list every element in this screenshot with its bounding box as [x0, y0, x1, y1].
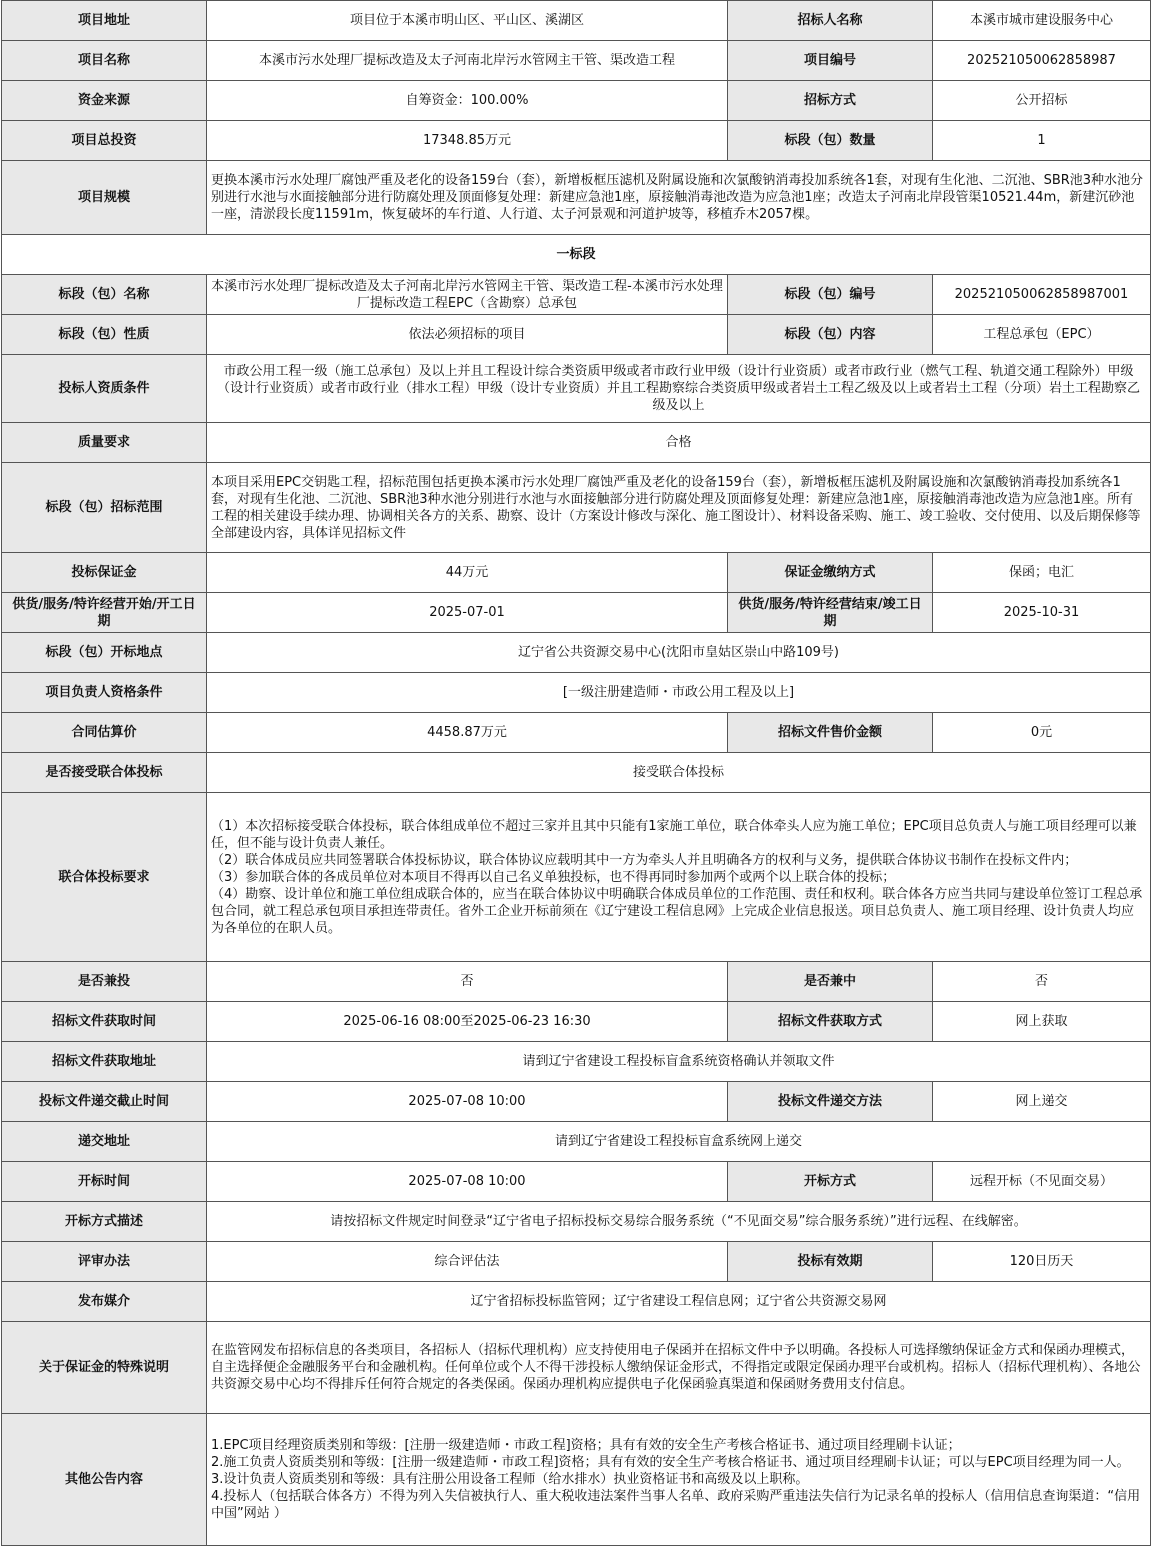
other-value — [207, 1414, 1151, 1546]
row-consortium — [2, 753, 1151, 793]
row-submit-deadline — [2, 1082, 1151, 1122]
section-count-label: 标段（包）数量 — [728, 121, 933, 161]
submit-deadline-label: 投标文件递交截止时间 — [2, 1082, 207, 1122]
contract-price-label: 合同估算价 — [2, 713, 207, 753]
doc-way-label: 招标文件获取方式 — [728, 1002, 933, 1042]
row-investment — [2, 121, 1151, 161]
consortium-req-item: （4）勘察、设计单位和施工单位组成联合体的，应当在联合体协议中明确联合体成员单位的工作范围、责任和权利。联合体各方应当共同与建设单位签订工程总承包合同，就工程总承包项目承担连带责任。省外工企业开标前须在《辽宁建设工程信息网》上完成企业信息报送。项目总负责人、施工项目经理、设计负责人均应为各单位的在职人员。 — [211, 886, 1143, 936]
section-content-label: 标段（包）内容 — [728, 315, 933, 355]
section-count-value: 1 — [933, 121, 1151, 161]
project-address-value: 项目位于本溪市明山区、平山区、溪湖区 — [207, 1, 728, 41]
submit-addr-value: 请到辽宁省建设工程投标盲盒系统网上递交 — [207, 1122, 1151, 1162]
other-item: 1.EPC项目经理资质类别和等级：[注册一级建造师・市政工程]资格；具有有效的安全生产考核合格证书、通过项目经理刷卡认证； — [211, 1438, 961, 1453]
row-section-heading — [2, 235, 1151, 275]
project-scale-value: 更换本溪市污水处理厂腐蚀严重及老化的设备159台（套），新增板框压滤机及附属设施和次氯酸钠消毒投加系统各1套，对现有生化池、二沉池、SBR池3种水池分别进行水池与水面接触部分进行防腐处理及顶面修复处理：新建应急池1座，原接触消毒池改造为应急池1座；改造太子河南北岸段管渠10521.44m，新建沉砂池一座，清淤段长度11591m，恢复破坏的车行道、人行道、太子河景观和河道护坡等，移植乔木2057棵。 — [207, 161, 1151, 235]
validity-label: 投标有效期 — [728, 1242, 933, 1282]
multi-win-label: 是否兼中 — [728, 962, 933, 1002]
row-open-desc — [2, 1202, 1151, 1242]
section-nature-value: 依法必须招标的项目 — [207, 315, 728, 355]
row-qualification — [2, 355, 1151, 423]
doc-price-label: 招标文件售价金额 — [728, 713, 933, 753]
eval-label: 评审办法 — [2, 1242, 207, 1282]
doc-addr-label: 招标文件获取地址 — [2, 1042, 207, 1082]
contract-price-value: 4458.87万元 — [207, 713, 728, 753]
doc-time-label: 招标文件获取时间 — [2, 1002, 207, 1042]
tenderer-value: 本溪市城市建设服务中心 — [933, 1, 1151, 41]
section-code-label: 标段（包）编号 — [728, 275, 933, 315]
tender-method-label: 招标方式 — [728, 81, 933, 121]
consortium-req-value — [207, 793, 1151, 962]
row-multi-bid — [2, 962, 1151, 1002]
consortium-req-item: （3）参加联合体的各成员单位对本项目不得再以自己名义单独投标，也不得再同时参加两个或两个以上联合体的投标； — [211, 869, 896, 885]
deposit-note-value: 在监管网发布招标信息的各类项目，各招标人（招标代理机构）应支持使用电子保函并在招标文件中予以明确。各投标人可选择缴纳保证金方式和保函办理模式，自主选择便企金融服务平台和金融机构。任何单位或个人不得干涉投标人缴纳保证金形式，不得指定或限定保函办理平台或机构。招标人（招标代理机构）、各地公共资源交易中心均不得排斥任何符合规定的各类保函。保函办理机构应提供电子化保函验真渠道和保函财务费用支付信息。 — [207, 1322, 1151, 1414]
tenderer-label: 招标人名称 — [728, 1, 933, 41]
row-manager — [2, 673, 1151, 713]
fund-label: 资金来源 — [2, 81, 207, 121]
row-media — [2, 1282, 1151, 1322]
end-date-value: 2025-10-31 — [933, 593, 1151, 633]
submit-deadline-value: 2025-07-08 10:00 — [207, 1082, 728, 1122]
consortium-label: 是否接受联合体投标 — [2, 753, 207, 793]
row-deposit — [2, 553, 1151, 593]
deposit-method-label: 保证金缴纳方式 — [728, 553, 933, 593]
project-code-label: 项目编号 — [728, 41, 933, 81]
project-address-label: 项目地址 — [2, 1, 207, 41]
row-contract-price — [2, 713, 1151, 753]
validity-value: 120日历天 — [933, 1242, 1151, 1282]
open-place-label: 标段（包）开标地点 — [2, 633, 207, 673]
doc-way-value: 网上获取 — [933, 1002, 1151, 1042]
deposit-method-value: 保函；电汇 — [933, 553, 1151, 593]
doc-price-value: 0元 — [933, 713, 1151, 753]
submit-addr-label: 递交地址 — [2, 1122, 207, 1162]
multi-bid-label: 是否兼投 — [2, 962, 207, 1002]
multi-bid-value: 否 — [207, 962, 728, 1002]
row-consortium-req — [2, 793, 1151, 962]
row-doc-addr — [2, 1042, 1151, 1082]
row-submit-addr — [2, 1122, 1151, 1162]
open-desc-label: 开标方式描述 — [2, 1202, 207, 1242]
row-project-name — [2, 41, 1151, 81]
section-code-value: 202521050062858987001 — [933, 275, 1151, 315]
row-other — [2, 1414, 1151, 1546]
other-item: 3.设计负责人资质类别和等级：具有注册公用设备工程师（给水排水）执业资格证书和高级及以上职称。 — [211, 1472, 809, 1487]
eval-value: 综合评估法 — [207, 1242, 728, 1282]
start-date-value: 2025-07-01 — [207, 593, 728, 633]
section-content-value: 工程总承包（EPC） — [933, 315, 1151, 355]
row-scope — [2, 463, 1151, 553]
row-fund — [2, 81, 1151, 121]
other-item: 4.投标人（包括联合体各方）不得为列入失信被执行人、重大税收违法案件当事人名单、政府采购严重违法失信行为记录名单的投标人（信用信息查询渠道：“信用中国”网站 ） — [211, 1489, 1141, 1521]
quality-label: 质量要求 — [2, 423, 207, 463]
open-time-label: 开标时间 — [2, 1162, 207, 1202]
row-section-name — [2, 275, 1151, 315]
consortium-req-item: （2）联合体成员应共同签署联合体投标协议，联合体协议应载明其中一方为牵头人并且明确各方的权利与义务，提供联合体协议书制作在投标文件内； — [211, 852, 1078, 868]
section-name-value: 本溪市污水处理厂提标改造及太子河南北岸污水管网主干管、渠改造工程-本溪市污水处理厂提标改造工程EPC（含勘察）总承包 — [207, 275, 728, 315]
row-doc-time — [2, 1002, 1151, 1042]
open-place-value: 辽宁省公共资源交易中心(沈阳市皇姑区崇山中路109号) — [207, 633, 1151, 673]
row-scale — [2, 161, 1151, 235]
open-mode-value: 远程开标（不见面交易） — [933, 1162, 1151, 1202]
media-label: 发布媒介 — [2, 1282, 207, 1322]
qualification-label: 投标人资质条件 — [2, 355, 207, 423]
scope-value: 本项目采用EPC交钥匙工程，招标范围包括更换本溪市污水处理厂腐蚀严重及老化的设备159台（套），新增板框压滤机及附属设施和次氯酸钠消毒投加系统各1套，对现有生化池、二沉池、SBR池3种水池分别进行水池与水面接触部分进行防腐处理及顶面修复处理：新建应急池1座，原接触消毒池改造为应急池1座。所有工程的相关建设手续办理、协调相关各方的关系、勘察、设计（方案设计修改与深化、施工图设计）、材料设备采购、施工、竣工验收、交付使用、以及后期保修等全部建设内容，具体详见招标文件 — [207, 463, 1151, 553]
row-dates — [2, 593, 1151, 633]
row-quality — [2, 423, 1151, 463]
deposit-value: 44万元 — [207, 553, 728, 593]
tender-notice-table — [1, 0, 1151, 1546]
other-label: 其他公告内容 — [2, 1414, 207, 1546]
project-scale-label: 项目规模 — [2, 161, 207, 235]
open-time-value: 2025-07-08 10:00 — [207, 1162, 728, 1202]
multi-win-value: 否 — [933, 962, 1151, 1002]
project-name-label: 项目名称 — [2, 41, 207, 81]
project-name-value: 本溪市污水处理厂提标改造及太子河南北岸污水管网主干管、渠改造工程 — [207, 41, 728, 81]
tender-method-value: 公开招标 — [933, 81, 1151, 121]
doc-time-value: 2025-06-16 08:00至2025-06-23 16:30 — [207, 1002, 728, 1042]
row-open-time — [2, 1162, 1151, 1202]
project-code-value: 202521050062858987 — [933, 41, 1151, 81]
row-open-place — [2, 633, 1151, 673]
media-value: 辽宁省招标投标监管网；辽宁省建设工程信息网；辽宁省公共资源交易网 — [207, 1282, 1151, 1322]
consortium-value: 接受联合体投标 — [207, 753, 1151, 793]
investment-label: 项目总投资 — [2, 121, 207, 161]
row-address — [2, 1, 1151, 41]
submit-method-value: 网上递交 — [933, 1082, 1151, 1122]
other-item: 2.施工负责人资质类别和等级：[注册一级建造师・市政工程]资格；具有有效的安全生产考核合格证书、通过项目经理刷卡认证；可以与EPC项目经理为同一人。 — [211, 1455, 1130, 1470]
manager-value: [一级注册建造师・市政公用工程及以上] — [207, 673, 1151, 713]
consortium-req-item: （1）本次招标接受联合体投标，联合体组成单位不超过三家并且其中只能有1家施工单位，联合体牵头人应为施工单位；EPC项目总负责人与施工项目经理可以兼任，但不能与设计负责人兼任。 — [211, 818, 1137, 851]
end-date-label: 供货/服务/特许经营结束/竣工日期 — [728, 593, 933, 633]
scope-label: 标段（包）招标范围 — [2, 463, 207, 553]
section-heading: 一标段 — [2, 235, 1151, 275]
submit-method-label: 投标文件递交方法 — [728, 1082, 933, 1122]
qualification-value: 市政公用工程一级（施工总承包）及以上并且工程设计综合类资质甲级或者市政行业甲级（设计行业资质）或者市政行业（燃气工程、轨道交通工程除外）甲级（设计行业资质）或者市政行业（排水工程）甲级（设计专业资质）并且工程勘察综合类资质甲级或者岩土工程乙级及以上或者岩土工程（分项）岩土工程勘察乙级及以上 — [207, 355, 1151, 423]
investment-value: 17348.85万元 — [207, 121, 728, 161]
quality-value: 合格 — [207, 423, 1151, 463]
open-mode-label: 开标方式 — [728, 1162, 933, 1202]
row-eval — [2, 1242, 1151, 1282]
section-nature-label: 标段（包）性质 — [2, 315, 207, 355]
row-deposit-note — [2, 1322, 1151, 1414]
section-name-label: 标段（包）名称 — [2, 275, 207, 315]
fund-value: 自筹资金：100.00% — [207, 81, 728, 121]
manager-label: 项目负责人资格条件 — [2, 673, 207, 713]
deposit-label: 投标保证金 — [2, 553, 207, 593]
start-date-label: 供货/服务/特许经营开始/开工日期 — [2, 593, 207, 633]
deposit-note-label: 关于保证金的特殊说明 — [2, 1322, 207, 1414]
doc-addr-value: 请到辽宁省建设工程投标盲盒系统资格确认并领取文件 — [207, 1042, 1151, 1082]
consortium-req-label: 联合体投标要求 — [2, 793, 207, 962]
row-section-nature — [2, 315, 1151, 355]
open-desc-value: 请按招标文件规定时间登录“辽宁省电子招标投标交易综合服务系统（“不见面交易”综合服务系统）”进行远程、在线解密。 — [207, 1202, 1151, 1242]
